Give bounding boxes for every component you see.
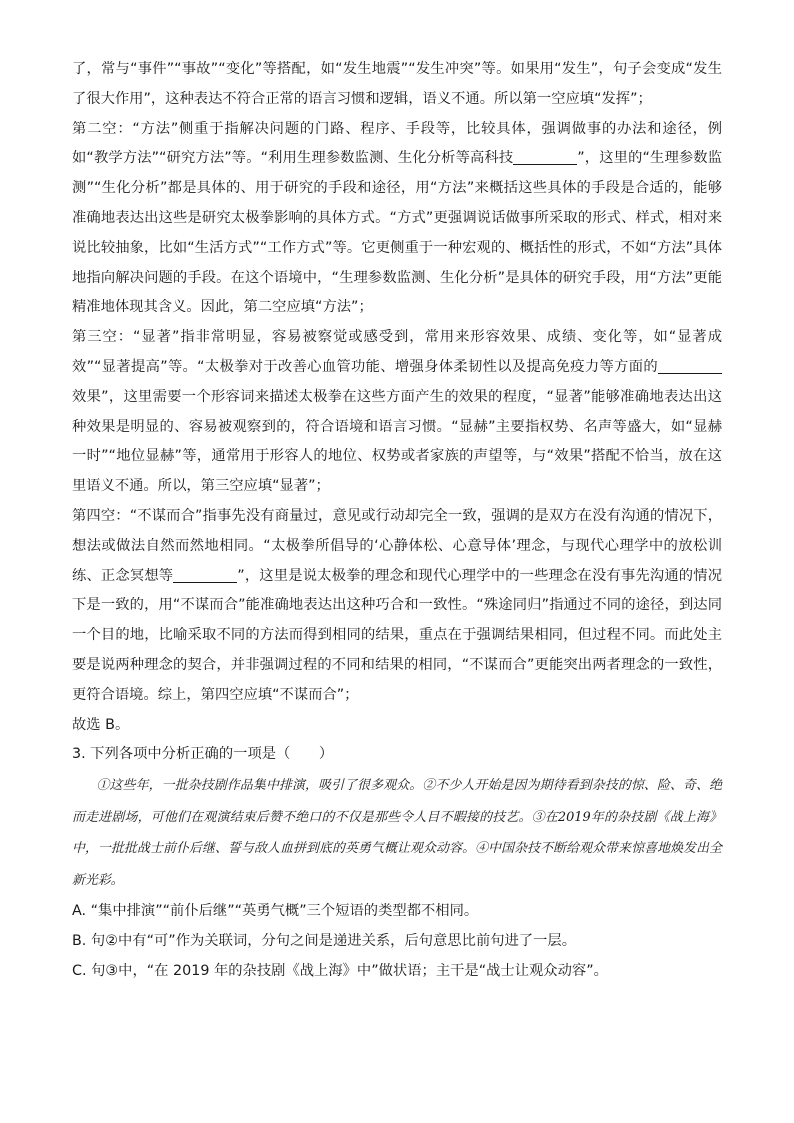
analysis-text: ”，这里的“生理参数监测”“生化分析”都是具体的、用于研究的手段和途径，用“方法”来概括这些具体的手段是合适的，能够准确地表达出这些是研究太极拳影响的具体方式。“方式”更强调说话做事所采取的形式、样式，相对来说比较抽象，比如“生活方式”“工作方式”等。它更侧重于一种宏观的、概括性的形式，不如“方法”具体地指向解决问题的手段。在这个语境中，“生理参数监测、生化分析”是具体的研究手段，用“方法”更能精准地体现其含义。因此，第二空应填“方法”； — [72, 150, 722, 316]
analysis-text: ”，这里是说太极拳的理念和现代心理学中的一些理念在没有事先沟通的情况下是一致的，用“不谋而合”能准确地表达出这种巧合和一致性。“殊途同归”指通过不同的途径，到达同一个目的地，比喻采取不同的方法而得到相同的结果，重点在于强调结果相同，但过程不同。而此处主要是说两种理念的契合，并非强调过程的不同和结果的相同，“不谋而合”更能突出两者理念的一致性，更符合语境。综上，第四空应填“不谋而合”； — [72, 567, 723, 703]
fill-blank — [658, 359, 722, 374]
analysis-paragraph-1: 了，常与“事件”“事故”“变化”等搭配，如“发生地震”“发生冲突”等。如果用“发生”，句子会变成“发生了很大作用”，这种表达不符合正常的语言习惯和逻辑，语义不通。所以第一空应填“发挥”； — [72, 61, 722, 107]
document-page — [72, 55, 722, 986]
analysis-paragraph-2 — [72, 115, 722, 324]
question-passage: ①这些年，一批杂技剧作品集中排演，吸引了很多观众。②不少人开始是因为期待看到杂技的惊、险、奇、绝而走进剧场，可他们在观演结束后赞不绝口的不仅是那些令人目不暇接的技艺。③在2019年的杂技剧《战上海》中，一批批战士前仆后继、誓与敌人血拼到底的英勇气概让观众动容。④中国杂技不断给观众带来惊喜地焕发出全新光彩。 — [72, 778, 722, 888]
answer-line: 故选 B。 — [72, 716, 130, 733]
option-a: A. “集中排演”“前仆后继”“英勇气概”三个短语的类型都不相同。 — [72, 903, 479, 920]
option-c: C. 句③中，“在 2019 年的杂技剧《战上海》中”做状语；主干是“战士让观众动容”。 — [72, 963, 608, 980]
analysis-text: 第三空：“显著”指非常明显，容易被察觉或感受到，常用来形容效果、成绩、变化等，如“显著成效”“显著提高”等。“太极拳对于改善心血管功能、增强身体柔韧性以及提高免疫力等方面的 — [72, 329, 722, 375]
question-stem: 3. 下列各项中分析正确的一项是（ ） — [72, 746, 334, 763]
fill-blank — [513, 150, 577, 165]
fill-blank — [173, 567, 237, 582]
analysis-paragraph-4 — [72, 502, 722, 711]
analysis-text: 效果”，这里需要一个形容词来描述太极拳在这些方面产生的效果的程度，“显著”能够准确地表达出这种效果是明显的、容易被观察到的，符合语境和语言习惯。“显赫”主要指权势、名声等盛大，如“显赫一时”“地位显赫”等，通常用于形容人的地位、权势或者家族的声望等，与“效果”搭配不恰当，放在这里语义不通。所以，第三空应填“显著”； — [72, 388, 722, 495]
analysis-paragraph-3 — [72, 323, 722, 502]
option-b: B. 句②中有“可”作为关联词，分句之间是递进关系，后句意思比前句进了一层。 — [72, 933, 577, 950]
analysis-text: 第二空：“方法”侧重于指解决问题的门路、程序、手段等，比较具体，强调做事的办法和途径，例如“教学方法”“研究方法”等。“利用生理参数监测、生化分析等高科技 — [72, 120, 722, 167]
analysis-text: 第四空：“不谋而合”指事先没有商量过，意见或行动却完全一致，强调的是双方在没有沟通的情况下，想法或做法自然而然地相同。“太极拳所倡导的‘心静体松、心意导体’理念，与现代心理学中的放松训练、正念冥想等 — [72, 507, 722, 584]
